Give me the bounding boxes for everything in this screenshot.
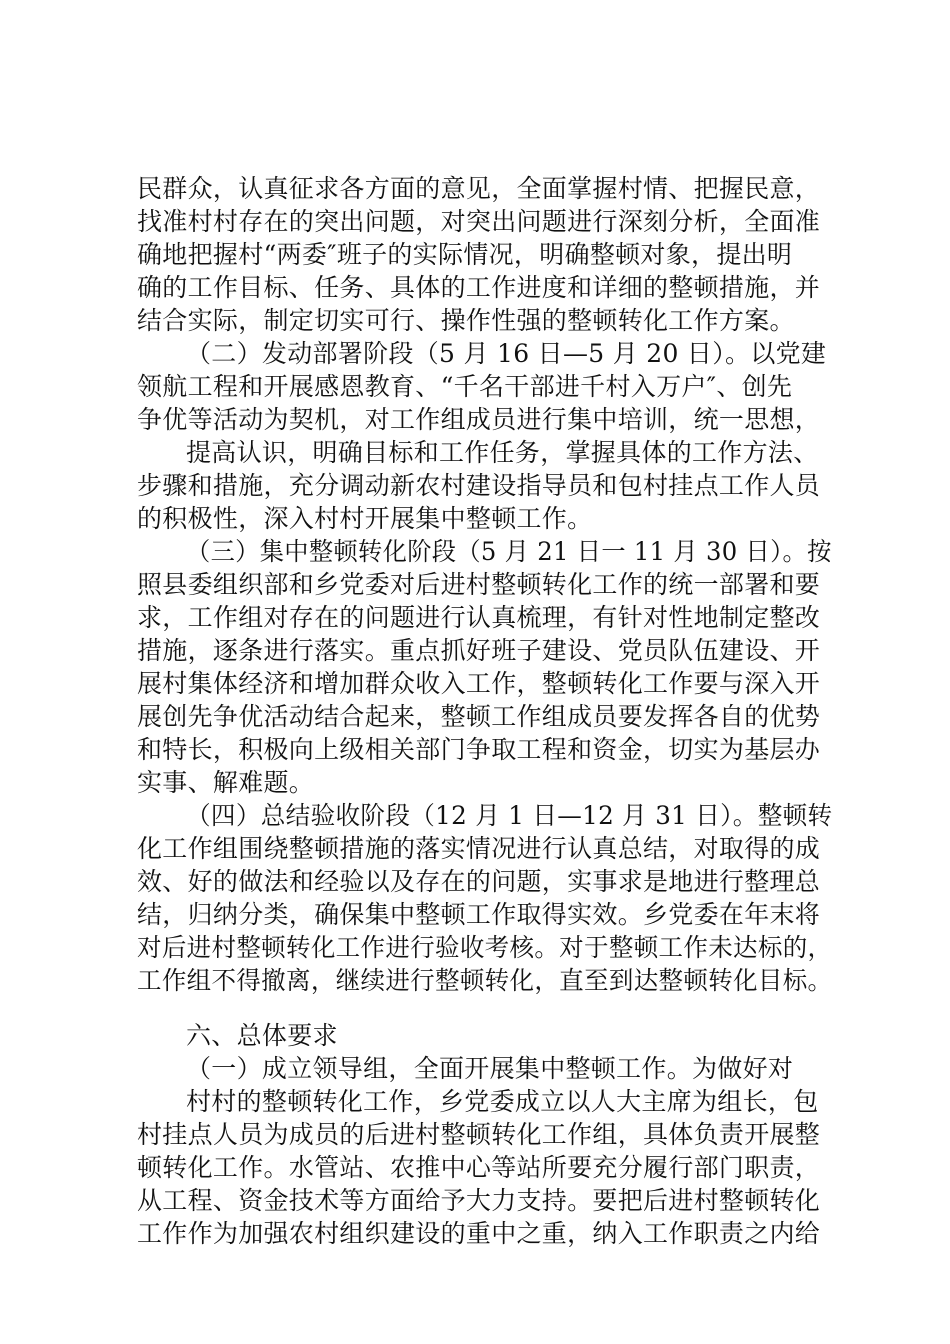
text-line: 展创先争优活动结合起来，整顿工作组成员要发挥各自的优势 [137,702,821,731]
text-line: （三）集中整顿转化阶段（5 月 21 日一 11 月 30 日）。按 [186,537,832,566]
text-line: 从工程、资金技术等方面给予大力支持。要把后进村整顿转化 [137,1186,821,1215]
text-line: 照县委组织部和乡党委对后进村整顿转化工作的统一部署和要 [137,570,821,599]
section-heading: 六、总体要求 [186,1021,338,1050]
text-line: 村村的整顿转化工作，乡党委成立以人大主席为组长，包 [186,1087,819,1116]
text-line: （二）发动部署阶段（5 月 16 日—5 月 20 日）。以党建 [186,339,827,368]
text-line: 找准村村存在的突出问题，对突出问题进行深刻分析，全面准 [137,207,821,236]
text-line: 结，归纳分类，确保集中整顿工作取得实效。乡党委在年末将 [137,900,821,929]
text-line: 顿转化工作。水管站、农推中心等站所要充分履行部门职责， [137,1153,821,1182]
text-line: 步骤和措施，充分调动新农村建设指导员和包村挂点工作人员 [137,471,821,500]
text-line: 对后进村整顿转化工作进行验收考核。对于整顿工作未达标的， [137,933,833,962]
text-line: 工作组不得撤离，继续进行整顿转化，直至到达整顿转化目标。 [137,966,833,995]
text-line: 提高认识，明确目标和工作任务，掌握具体的工作方法、 [186,438,819,467]
text-line: 领航工程和开展感恩教育、“千名干部进千村入万户″、创先 [137,372,793,401]
text-line: 的积极性，深入村村开展集中整顿工作。 [137,504,593,533]
text-line: 求，工作组对存在的问题进行认真梳理，有针对性地制定整改 [137,603,821,632]
text-line: 村挂点人员为成员的后进村整顿转化工作组，具体负责开展整 [137,1120,821,1149]
text-line: 措施，逐条进行落实。重点抓好班子建设、党员队伍建设、开 [137,636,821,665]
text-line: 民群众，认真征求各方面的意见，全面掌握村情、把握民意， [137,174,821,203]
text-line: 和特长，积极向上级相关部门争取工程和资金，切实为基层办 [137,735,821,764]
text-line: 工作作为加强农村组织建设的重中之重，纳入工作职责之内给 [137,1219,821,1248]
text-line: （一）成立领导组，全面开展集中整顿工作。为做好对 [186,1054,794,1083]
text-line: 结合实际，制定切实可行、操作性强的整顿转化工作方案。 [137,306,795,335]
text-line: 展村集体经济和增加群众收入工作，整顿转化工作要与深入开 [137,669,821,698]
text-line: （四）总结验收阶段（12 月 1 日—12 月 31 日）。整顿转 [186,801,833,830]
text-line: 化工作组围绕整顿措施的落实情况进行认真总结，对取得的成 [137,834,821,863]
text-line: 确的工作目标、任务、具体的工作进度和详细的整顿措施，并 [137,273,821,302]
text-line: 争优等活动为契机，对工作组成员进行集中培训，统一思想， [137,405,821,434]
text-line: 实事、解难题。 [137,768,315,797]
text-line: 确地把握村“两委″班子的实际情况，明确整顿对象，提出明 [137,240,793,269]
text-line: 效、好的做法和经验以及存在的问题，实事求是地进行整理总 [137,867,821,896]
